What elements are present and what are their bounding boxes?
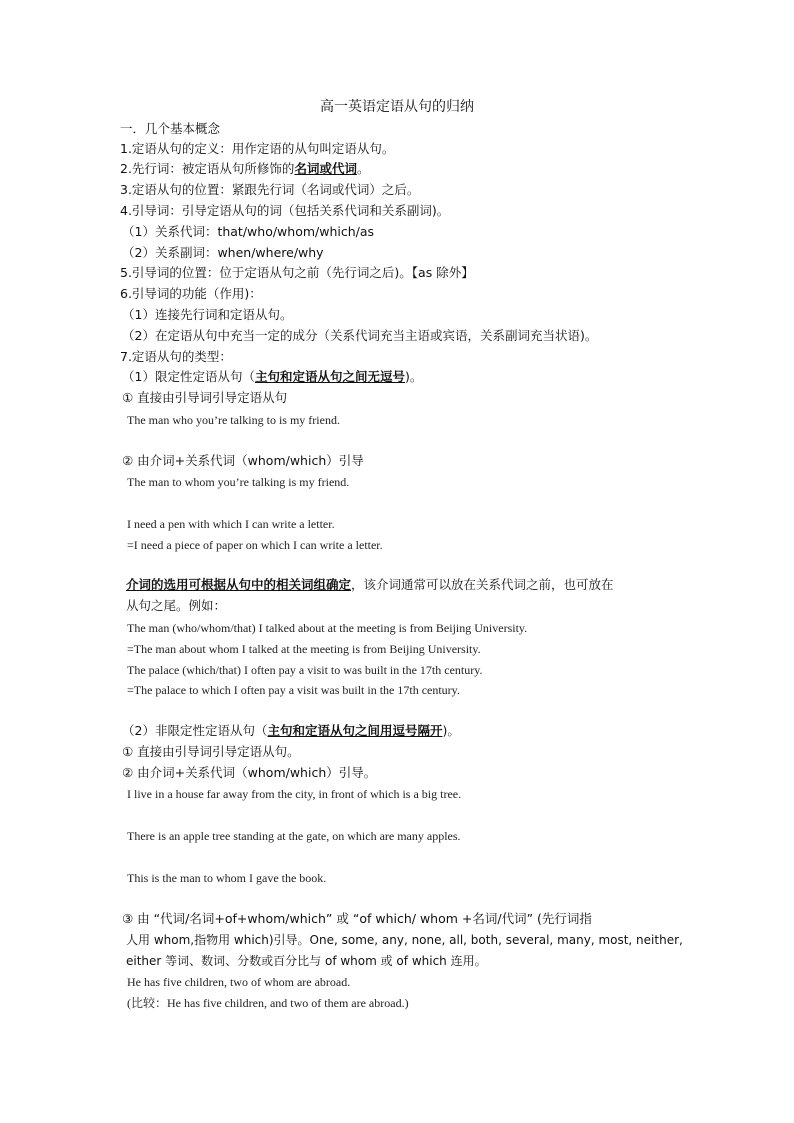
example-sentence: =The palace to which I often pay a visit was built in the 17th century. bbox=[127, 683, 460, 697]
antecedent-emphasis: 名词或代词 bbox=[294, 161, 357, 176]
nonrestrictive-end: )。 bbox=[442, 723, 460, 738]
example-sentence: I live in a house far away from the city, in front of which is a big tree. bbox=[127, 787, 462, 801]
nonrestrictive-text: （2）非限定性定语从句（ bbox=[122, 723, 268, 738]
section-heading: 一．几个基本概念 bbox=[120, 121, 221, 136]
position-line: 3.定语从句的位置：紧跟先行词（名词或代词）之后。 bbox=[120, 182, 420, 197]
nonrestrictive-heading bbox=[122, 722, 682, 740]
relative-adverb-line: （2）关系副词：when/where/why bbox=[122, 245, 324, 260]
restrictive-end: )。 bbox=[404, 369, 423, 384]
example-sentence: The man (who/whom/that) I talked about at the meeting is from Beijing University. bbox=[127, 621, 528, 635]
function-item-1: （1）连接先行词和定语从句。 bbox=[122, 307, 293, 322]
restrictive-item-2: ② 由介词+关系代词（whom/which）引导 bbox=[122, 453, 364, 468]
nonrestrictive-item-2: ② 由介词+关系代词（whom/which）引导。 bbox=[122, 765, 377, 780]
antecedent-text: 2.先行词：被定语从句所修饰的 bbox=[120, 161, 295, 176]
restrictive-emphasis: 主句和定语从句之间无逗号 bbox=[254, 369, 405, 384]
antecedent-end: 。 bbox=[356, 161, 370, 176]
example-sentence: The man who you’re talking to is my friend. bbox=[127, 413, 340, 427]
preposition-note-line-2: 从句之尾。例如： bbox=[126, 598, 227, 613]
example-sentence: The man to whom you’re talking is my friend. bbox=[127, 475, 350, 489]
preposition-text: ，该介词通常可以放在关系代词之前，也可放在 bbox=[351, 577, 614, 592]
example-sentence: =I need a piece of paper on which I can write a letter. bbox=[127, 538, 383, 552]
function-item-2: （2）在定语从句中充当一定的成分（关系代词充当主语或宾语，关系副词充当状语)。 bbox=[122, 328, 598, 343]
restrictive-heading bbox=[122, 368, 682, 386]
example-sentence: He has five children, two of whom are abroad. bbox=[127, 975, 351, 989]
restrictive-text: （1）限定性定语从句（ bbox=[122, 369, 255, 384]
example-sentence: There is an apple tree standing at the gate, on which are many apples. bbox=[127, 829, 461, 843]
nonrestrictive-emphasis: 主句和定语从句之间用逗号隔开 bbox=[267, 723, 443, 738]
example-sentence: =The man about whom I talked at the meeting is from Beijing University. bbox=[127, 642, 481, 656]
nonrestrictive-item-3: ③ 由 “代词/名词+of+whom/which” 或 “of which/ whom +名词/代词” (先行词指 bbox=[122, 911, 592, 926]
definition-line: 1.定语从句的定义：用作定语的从句叫定语从句。 bbox=[120, 141, 395, 156]
function-line: 6.引导词的功能（作用)： bbox=[120, 286, 262, 301]
restrictive-item-1: ① 直接由引导词引导定语从句 bbox=[122, 390, 288, 405]
page-title: 高一英语定语从句的归纳 bbox=[320, 99, 474, 115]
nonrestrictive-item-3-line-3: either 等词、数词、分数或百分比与 of whom 或 of which 连用。 bbox=[126, 954, 487, 968]
introducer-line: 4.引导词：引导定语从句的词（包括关系代词和关系副词)。 bbox=[120, 203, 450, 218]
relative-pronoun-line: （1）关系代词：that/who/whom/which/as bbox=[122, 224, 375, 239]
example-sentence: This is the man to whom I gave the book. bbox=[127, 871, 327, 885]
preposition-note bbox=[126, 576, 686, 594]
comparison-sentence: (比较：He has five children, and two of them are abroad.) bbox=[127, 996, 409, 1010]
antecedent-line bbox=[120, 160, 680, 178]
nonrestrictive-item-3-line-2: 人用 whom,指物用 which)引导。One, some, any, none, all, both, several, many, most, neither, bbox=[126, 933, 683, 947]
example-sentence: The palace (which/that) I often pay a visit to was built in the 17th century. bbox=[127, 663, 483, 677]
nonrestrictive-item-1: ① 直接由引导词引导定语从句。 bbox=[122, 744, 300, 759]
types-line: 7.定语从句的类型： bbox=[120, 349, 232, 364]
introducer-position-line: 5.引导词的位置：位于定语从句之前（先行词之后)。【as 除外】 bbox=[120, 265, 474, 280]
example-sentence: I need a pen with which I can write a letter. bbox=[127, 517, 335, 531]
preposition-emphasis: 介词的选用可根据从句中的相关词组确定 bbox=[126, 577, 352, 592]
